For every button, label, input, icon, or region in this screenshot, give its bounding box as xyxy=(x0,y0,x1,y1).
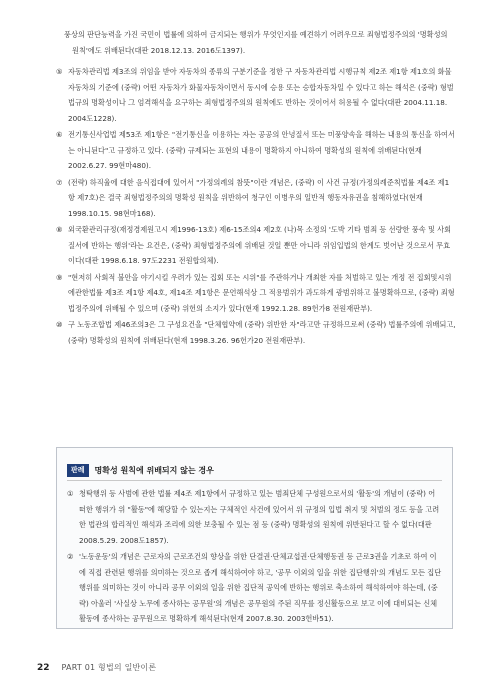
page-content xyxy=(56,27,456,349)
section-header xyxy=(67,464,442,477)
case-text: 자동차관리법 제3조의 위임을 받아 자동차의 종류의 구분기준을 정한 구 자동차관리법 시행규칙 제2조 제1항 제1호의 화물자동차의 기준에 (중략) 어떤 자동차가 화물자동차이면서 동시에 승용 또는 승합자동차일 수 있다고 하는 해석은 (중략) 형벌법규의 명확성이나 그 엄격해석을 요구하는 죄형법정주의의 원칙에도 반하는 것이어서 허용될 수 없다(대판 2004.11.18. 2004도1228). xyxy=(68,67,454,123)
precedent-tag: 판례 xyxy=(67,464,89,477)
case-item xyxy=(56,127,456,174)
case-number: ⑤ xyxy=(56,67,63,76)
case-item xyxy=(67,549,442,627)
precedent-box xyxy=(56,447,453,629)
case-text: (전략) 하직율에 대한 음식접대에 있어서 "가정의례의 참뜻"이란 개념은, (중략) 이 사건 규정(가정의례준칙법률 제4조 제1항 제7호)은 결국 죄형법정주의의 명확성 원칙을 위반하여 청구인 이병우의 일반적 행동자유권을 침해하였다(현재 1998.10.15. 98현마168). xyxy=(68,177,450,218)
case-item xyxy=(67,486,442,548)
section-title: 명확성 원칙에 위배되지 않는 경우 xyxy=(94,466,214,475)
case-list-no-violation xyxy=(67,486,442,627)
case-list-violation xyxy=(56,64,456,348)
page-number: 22 xyxy=(37,662,50,673)
case-text: 구 노동조합법 제46조의3은 그 구성요건을 "단체협약에 (중략) 위반한 자"라고만 규정하므로써 (중략) 법률주의에 위배되고, (중략) 명확성의 원칙에 위배된다(현재 1998.3.26. 96헌가20 전원재판부). xyxy=(68,320,456,345)
case-text: 청탁행위 등 사범에 관한 법률 제4조 제1항에서 규정하고 있는 범죄단체 구성원으로서의 '활동'의 개념이 (중략) 어떠한 행위가 위 "활동"에 해당할 수 있는지는 구체적인 사건에 있어서 위 규정의 입법 취지 및 처벌의 정도 등을 고려한 법관의 합리적인 해석과 조리에 의한 보충될 수 있는 점 등 (중략) 명확성의 원칙에 위반된다고 할 수 없다(대판 2008.5.29. 2008도1857). xyxy=(79,489,440,545)
chapter-label: PART 01 형법의 일반이론 xyxy=(61,663,157,672)
case-item xyxy=(56,64,456,126)
case-item xyxy=(56,175,456,222)
case-text: 외국환관리규정(재정경제원고시 제1996-13호) 제6-15조의4 제2호 (나)목 소정의 '도박 기타 범죄 등 선량한 풍속 및 사회질서에 반하는 행위'라는 요건은, (중략) 죄형법정주의에 위배된 것일 뿐만 아니라 위임입법의 한계도 벗어난 것으로서 무효이다(대판 1998.6.18. 97도2231 전원합의체). xyxy=(68,225,452,265)
case-item xyxy=(56,222,456,269)
case-number: ⑩ xyxy=(56,320,63,329)
case-text: '노동운동'의 개념은 근로자의 근로조건의 향상을 위한 단결권·단체교섭권·단체행동권 등 근로3권을 기초로 하여 이에 직접 관련된 행위를 의미하는 것으로 좁게 해석하여야 하고, '공무 이외의 일을 위한 집단행위'의 개념도 모든 집단행위를 의미하는 것이 아니라 공무 이외의 일을 위한 집단적 공익에 반하는 행위로 축소하여 해석하여야 하는데, (중략) 아울러 '사실상 노무에 종사하는 공무원'의 개념은 공무원의 주된 직무를 정신활동으로 보고 이에 대비되는 신체활동에 종사하는 공무원으로 명확하게 해석된다(현재 2007.8.30. 2003헌바51). xyxy=(79,552,442,623)
intro-paragraph: 풍상의 판단능력을 가진 국민이 법률에 의하여 금지되는 행위가 무엇인지를 예견하기 어려우므로 죄형법정주의의 '명확성의 원칙'에도 위배된다(대판 2018.12.13. 2016도1397). xyxy=(64,30,448,55)
case-number: ⑨ xyxy=(56,272,63,282)
case-number: ⑦ xyxy=(56,177,63,187)
case-number: ② xyxy=(67,552,74,561)
case-item xyxy=(56,317,456,348)
case-number: ⑥ xyxy=(56,130,63,139)
case-item xyxy=(56,270,456,317)
section-divider xyxy=(67,480,442,481)
case-number: ⑧ xyxy=(56,225,63,234)
case-text: "현저히 사회적 불안을 야기시킬 우려가 있는 집회 또는 시위"를 주관하거나 개최한 자를 처벌하고 있는 개정 전 집회및시위에관한법률 제3조 제1항 제4호, 제14조 제1항은 문언해석상 그 적용범위가 과도하게 광범위하고 불명확하므로, (중략) 죄형법정주의에 위배될 수 있으며 (중략) 위헌의 소지가 있다(현재 1992.1.28. 89헌가8 전원재판부). xyxy=(68,272,455,313)
case-text: 전기통신사업법 제53조 제1항은 "전기통신을 이용하는 자는 공공의 안녕질서 또는 미풍양속을 해하는 내용의 통신을 하여서는 아니된다"고 규정하고 있다. (중략) 규제되는 표현의 내용이 명확하지 아니하여 명확성의 원칙에 위배된다(현재 2002.6.27. 99현마480). xyxy=(68,130,455,170)
page-footer xyxy=(37,662,156,673)
case-number: ① xyxy=(67,489,74,498)
